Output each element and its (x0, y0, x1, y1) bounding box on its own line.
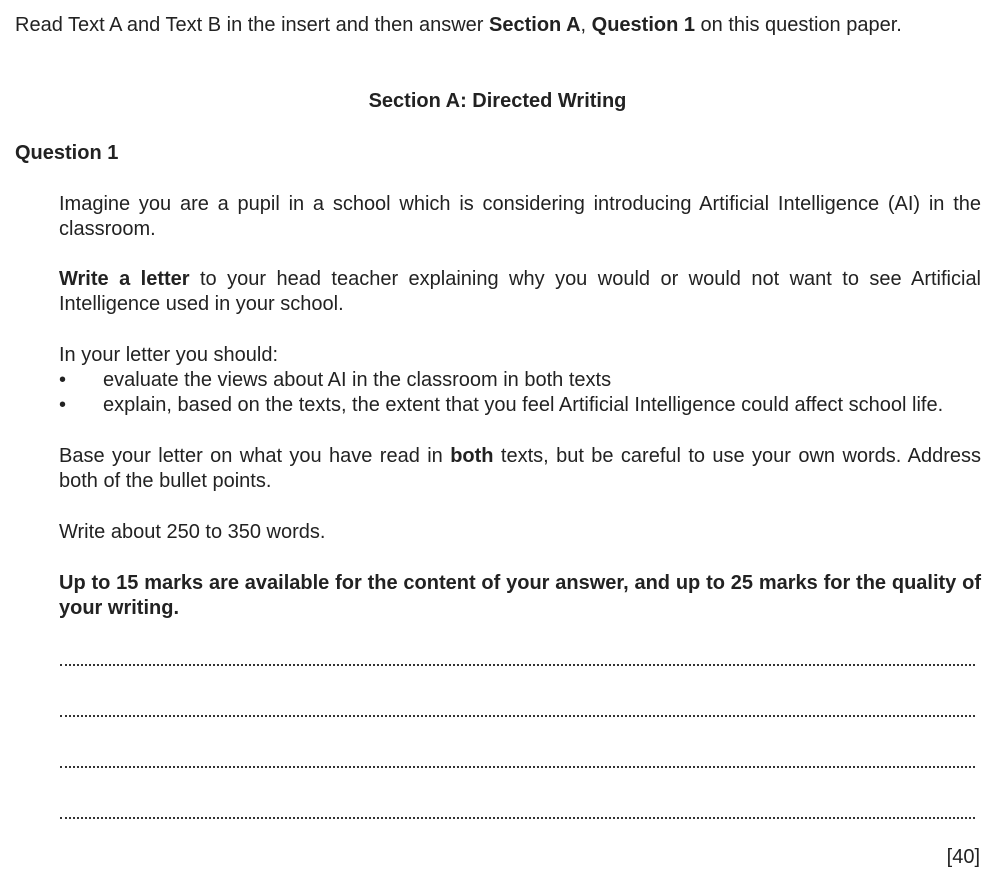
section-reference: Section A (489, 14, 581, 36)
task-paragraph (59, 267, 981, 317)
intro-prefix: Read Text A and Text B in the insert and then answer (15, 14, 490, 36)
bullet-item (59, 368, 989, 393)
answer-line[interactable] (60, 715, 975, 717)
bullet-text: evaluate the views about AI in the classroom in both texts (103, 369, 612, 391)
total-marks: [40] (946, 846, 980, 868)
intro-comma: , (580, 14, 592, 36)
bullet-text: explain, based on the texts, the extent that you feel Artificial Intelligence could affect school life. (103, 394, 944, 416)
base-paragraph (59, 444, 981, 494)
intro-instruction (15, 13, 902, 38)
question-reference: Question 1 (591, 14, 695, 36)
bullet-intro: In your letter you should: (59, 344, 279, 366)
base-bold: both (450, 445, 494, 467)
answer-line[interactable] (60, 664, 975, 666)
task-rest: to your head teacher explaining why you would or would not want to see Artificial Intelligence used in your school. (59, 268, 982, 315)
base-suffix: texts, but be careful to use your own words. Address both of the bullet points. (59, 445, 982, 492)
bullet-icon: • (59, 394, 67, 416)
section-title: Section A: Directed Writing (368, 90, 627, 112)
base-prefix: Base your letter on what you have read in (59, 445, 451, 467)
word-count-instruction: Write about 250 to 350 words. (59, 521, 326, 543)
bullet-list (59, 368, 989, 418)
intro-suffix: on this question paper. (695, 14, 902, 36)
scenario-paragraph: Imagine you are a pupil in a school which is considering introducing Artificial Intelligence (AI) in the classroom. (59, 193, 981, 240)
task-bold: Write a letter (59, 268, 190, 290)
answer-line[interactable] (60, 817, 975, 819)
bullet-item (59, 393, 989, 418)
bullet-icon: • (59, 369, 67, 391)
answer-line[interactable] (60, 766, 975, 768)
marks-info: Up to 15 marks are available for the content of your answer, and up to 25 marks for the quality of your writing. (59, 572, 981, 619)
question-title: Question 1 (15, 142, 119, 164)
